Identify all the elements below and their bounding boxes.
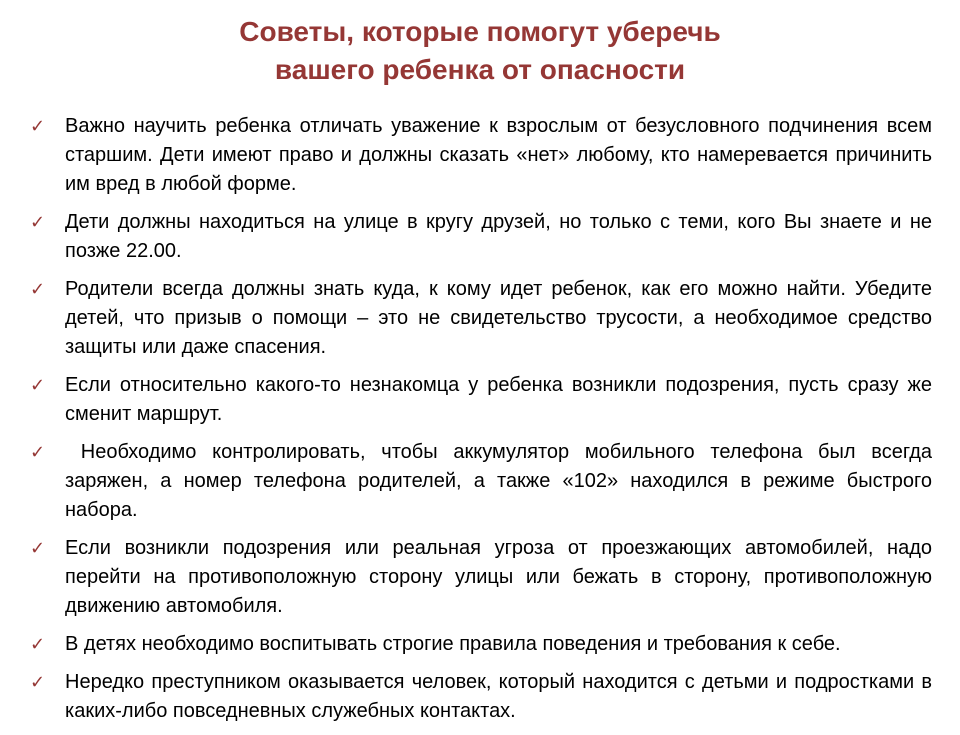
list-item-text: Родители всегда должны знать куда, к кому идет ребенок, как его можно найти. Убедите детей, что призыв о помощи – это не свидетельство трусости, а необходимое средство защиты или даже спасения. <box>65 278 932 358</box>
checkmark-icon: ✓ <box>30 212 46 233</box>
slide-title-line-1: Советы, которые помогут уберечь <box>239 16 721 47</box>
checkmark-icon: ✓ <box>30 116 46 137</box>
list-item <box>30 112 932 199</box>
checkmark-icon: ✓ <box>30 279 46 300</box>
checkmark-icon: ✓ <box>30 375 46 396</box>
list-item-text: Нередко преступником оказывается человек, который находится с детьми и подростками в каких-либо повседневных служебных контактах. <box>65 671 932 722</box>
list-item-text: Если возникли подозрения или реальная угроза от проезжающих автомобилей, надо перейти на противоположную сторону улицы или бежать в сторону, противоположную движению автомобиля. <box>65 537 932 617</box>
slide-title <box>0 13 960 89</box>
list-item <box>30 371 932 429</box>
list-item <box>30 630 932 659</box>
list-item <box>30 668 932 726</box>
checkmark-icon: ✓ <box>30 672 46 693</box>
list-item-text: В детях необходимо воспитывать строгие правила поведения и требования к себе. <box>65 633 841 655</box>
list-item-text: Важно научить ребенка отличать уважение к взрослым от безусловного подчинения всем старшим. Дети имеют право и должны сказать «нет» любому, кто намеревается причинить им вред в любой форме. <box>65 115 932 195</box>
list-item <box>30 438 938 525</box>
slide-title-line-2: вашего ребенка от опасности <box>274 54 686 85</box>
checkmark-icon: ✓ <box>30 634 46 655</box>
checkmark-icon: ✓ <box>30 538 46 559</box>
list-item-text: Дети должны находиться на улице в кругу друзей, но только с теми, кого Вы знаете и не позже 22.00. <box>65 211 932 262</box>
list-item <box>30 534 932 621</box>
list-item-text: Если относительно какого-то незнакомца у ребенка возникли подозрения, пусть сразу же сменит маршрут. <box>65 374 932 425</box>
list-item <box>30 208 932 266</box>
checkmark-icon: ✓ <box>30 442 46 463</box>
tips-list <box>30 112 938 735</box>
list-item-text: Необходимо контролировать, чтобы аккумулятор мобильного телефона был всегда заряжен, а номер телефона родителей, а также «102» находился в режиме быстрого набора. <box>65 441 938 521</box>
list-item <box>30 275 932 362</box>
